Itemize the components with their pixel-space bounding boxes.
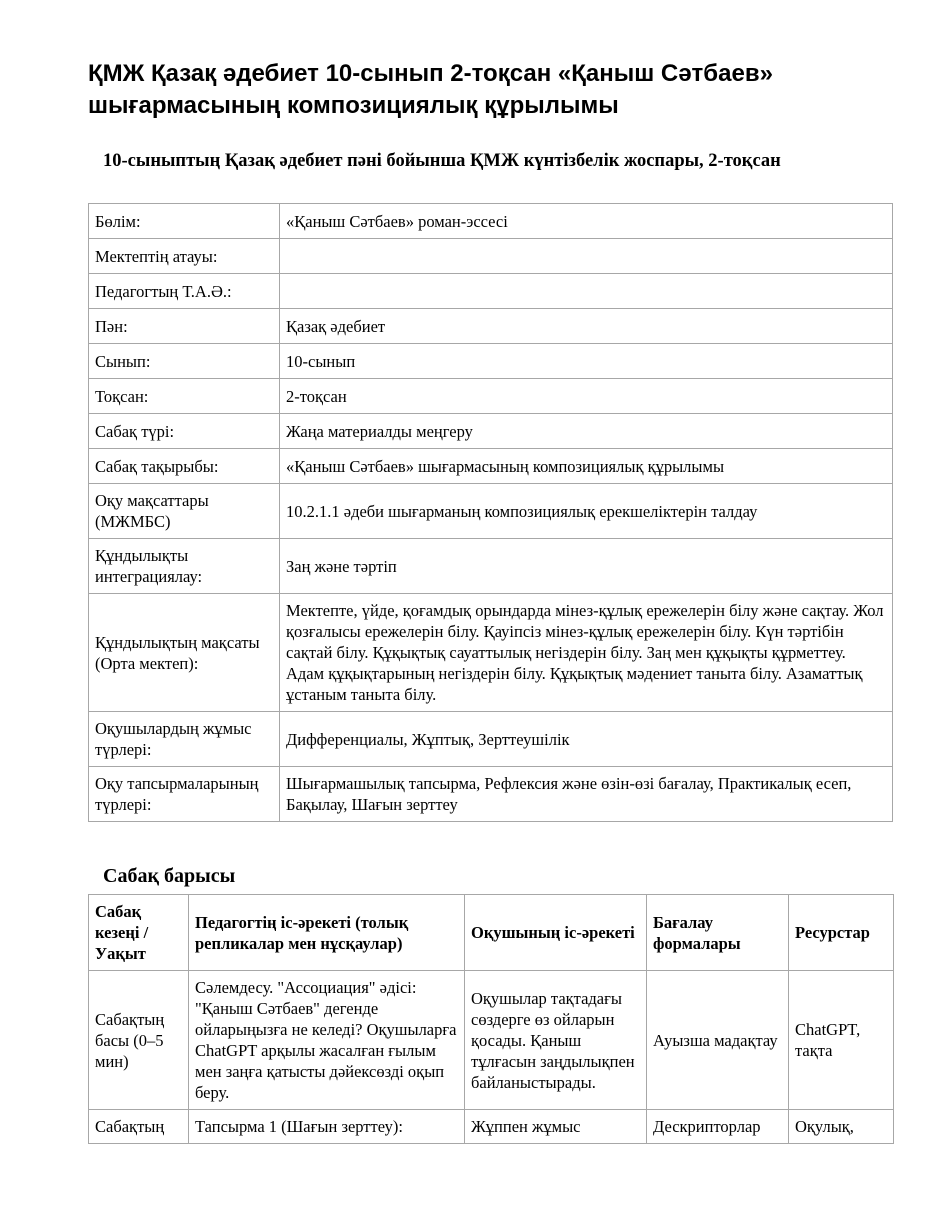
assessment-cell: Ауызша мадақтау [647, 971, 789, 1110]
info-value [280, 274, 893, 309]
stage-cell: Сабақтың [89, 1110, 189, 1144]
info-value: Шығармашылық тапсырма, Рефлексия және өзін-өзі бағалау, Практикалық есеп, Бақылау, Шағын зерттеу [280, 767, 893, 822]
table-row [89, 539, 893, 594]
column-header: Педагогтің іс-әрекеті (толық репликалар мен нұсқаулар) [189, 895, 465, 971]
table-row [89, 1110, 894, 1144]
info-value: Заң және тәртіп [280, 539, 893, 594]
plan-subtitle: 10-сыныптың Қазақ әдебиет пәні бойынша ҚМЖ күнтізбелік жоспары, 2-тоқсан [103, 151, 781, 171]
lesson-info-table [88, 203, 893, 822]
info-label: Құндылықты интеграциялау: [89, 539, 280, 594]
info-value: Мектепте, үйде, қоғамдық орындарда мінез-құлық ережелерін білу және сақтау. Жол қозғалысы ережелерін білу. Қауіпсіз мінез-құлық ережелерін білу. Күн тәртібін сақтай білу. Құқықтық сауаттылық негіздерін білу. Заң мен құқықты құрметтеу. Адам құқықтарының негіздерін білу. Құқықтық мәдениет таныта білу. Азаматтық ұстаным таныта білу. [280, 594, 893, 712]
info-label: Оқушылардың жұмыс түрлері: [89, 712, 280, 767]
info-label: Оқу мақсаттары (МЖМБС) [89, 484, 280, 539]
info-label: Бөлім: [89, 204, 280, 239]
table-row [89, 971, 894, 1110]
info-label: Сабақ түрі: [89, 414, 280, 449]
info-label: Оқу тапсырмаларының түрлері: [89, 767, 280, 822]
lesson-progress-heading: Сабақ барысы [103, 865, 236, 887]
info-label: Мектептің атауы: [89, 239, 280, 274]
student-activity-cell: Жұппен жұмыс [465, 1110, 647, 1144]
info-label: Тоқсан: [89, 379, 280, 414]
info-value: 2-тоқсан [280, 379, 893, 414]
info-value: Жаңа материалды меңгеру [280, 414, 893, 449]
document-title: ҚМЖ Қазақ әдебиет 10-сынып 2-тоқсан «Қаныш Сәтбаев» шығармасының композициялық құрылымы [88, 60, 773, 119]
info-value: 10.2.1.1 әдеби шығарманың композициялық ерекшеліктерін талдау [280, 484, 893, 539]
table-row [89, 309, 893, 344]
table-row [89, 274, 893, 309]
info-value: Қазақ әдебиет [280, 309, 893, 344]
assessment-cell: Дескрипторлар [647, 1110, 789, 1144]
info-value [280, 239, 893, 274]
info-label: Педагогтың Т.А.Ә.: [89, 274, 280, 309]
lesson-process-table [88, 894, 894, 1144]
resources-cell: Оқулық, [789, 1110, 894, 1144]
info-label: Сынып: [89, 344, 280, 379]
info-value: Дифференциалы, Жұптық, Зерттеушілік [280, 712, 893, 767]
table-row [89, 449, 893, 484]
info-label: Пән: [89, 309, 280, 344]
info-value: 10-сынып [280, 344, 893, 379]
column-header: Ресурстар [789, 895, 894, 971]
stage-cell: Сабақтың басы (0–5 мин) [89, 971, 189, 1110]
table-row [89, 379, 893, 414]
info-value: «Қаныш Сәтбаев» роман-эссесі [280, 204, 893, 239]
info-label: Сабақ тақырыбы: [89, 449, 280, 484]
table-row [89, 239, 893, 274]
table-row [89, 414, 893, 449]
info-value: «Қаныш Сәтбаев» шығармасының композициялық құрылымы [280, 449, 893, 484]
table-header-row [89, 895, 894, 971]
table-row [89, 767, 893, 822]
teacher-activity-cell: Сәлемдесу. "Ассоциация" әдісі: "Қаныш Сәтбаев" дегенде ойларыңызға не келеді? Оқушыларға ChatGPT арқылы жасалған ғылым мен заңға қатысты дәйексөзді оқып беру. [189, 971, 465, 1110]
table-row [89, 484, 893, 539]
table-row [89, 594, 893, 712]
teacher-activity-cell: Тапсырма 1 (Шағын зерттеу): [189, 1110, 465, 1144]
table-row [89, 712, 893, 767]
table-row [89, 344, 893, 379]
column-header: Бағалау формалары [647, 895, 789, 971]
info-label: Құндылықтың мақсаты (Орта мектеп): [89, 594, 280, 712]
column-header: Сабақ кезеңі / Уақыт [89, 895, 189, 971]
student-activity-cell: Оқушылар тақтадағы сөздерге өз ойларын қосады. Қаныш тұлғасын заңдылықпен байланыстырады. [465, 971, 647, 1110]
column-header: Оқушының іс-әрекеті [465, 895, 647, 971]
resources-cell: ChatGPT, тақта [789, 971, 894, 1110]
table-row [89, 204, 893, 239]
